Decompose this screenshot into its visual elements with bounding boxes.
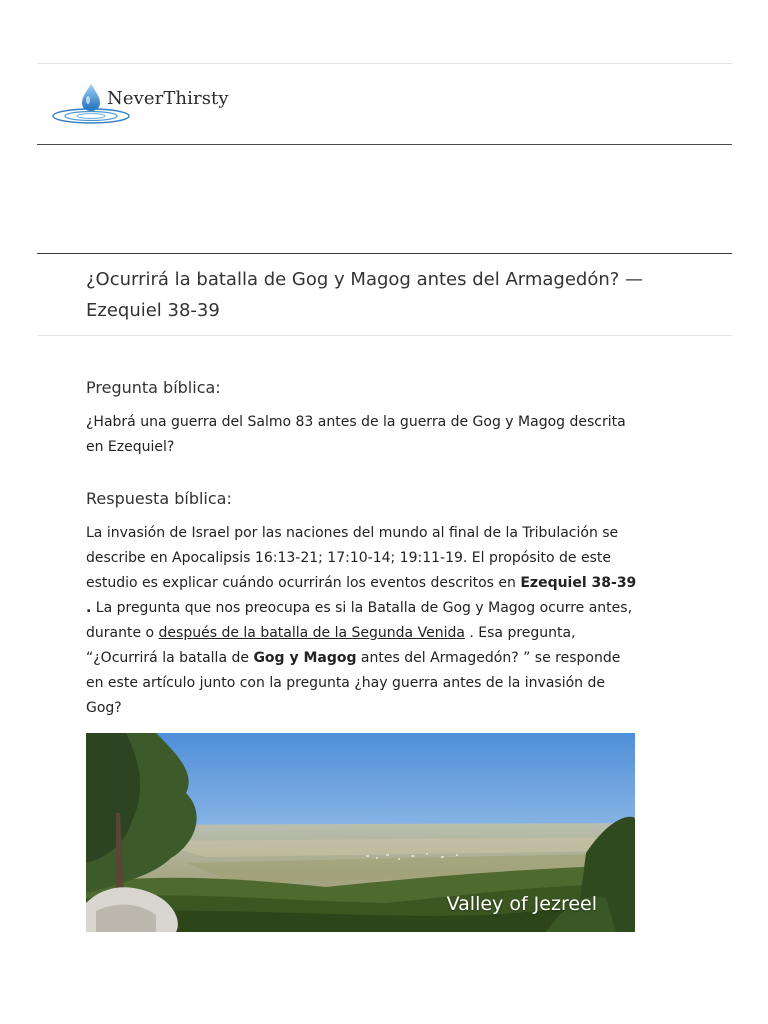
answer-text-3: . Esa pregunta, “¿Ocurrirá la batalla de — [86, 625, 576, 666]
title-bottom-divider — [37, 335, 732, 336]
answer-text-2: La pregunta que nos preocupa es si la Batalla de Gog y Magog ocurre antes, durante o — [86, 600, 633, 641]
header-divider — [37, 144, 732, 145]
second-coming-battle-link[interactable]: después de la batalla de la Segunda Venida — [158, 625, 465, 641]
page-title: ¿Ocurrirá la batalla de Gog y Magog antes del Armagedón? — Ezequiel 38-39 — [86, 269, 644, 321]
article-body — [86, 374, 640, 721]
question-heading: Pregunta bíblica: — [86, 378, 221, 397]
answer-text-1: La invasión de Israel por las naciones del mundo al final de la Tribulación se describe en Apocalipsis 16:13-21; 17:10-14; 19:11-19. El propósito de este estudio es explicar cuándo ocurrirán los eventos descritos en — [86, 525, 619, 591]
answer-bold-reference: Ezequiel 38-39 . — [86, 575, 637, 616]
top-divider — [37, 63, 732, 64]
answer-paragraph — [86, 521, 640, 721]
answer-heading: Respuesta bíblica: — [86, 489, 232, 508]
site-logo-link[interactable] — [50, 82, 250, 128]
valley-photo — [86, 733, 635, 932]
logo-text: NeverThirsty — [107, 88, 229, 109]
answer-bold-gog-magog: Gog y Magog — [253, 650, 357, 666]
title-top-divider — [37, 253, 732, 254]
image-caption: Valley of Jezreel — [446, 893, 597, 915]
answer-text-4: antes del Armagedón? ” se responde en este artículo junto con la pregunta ¿hay guerra antes de la invasión de Gog? — [86, 650, 621, 716]
question-text: ¿Habrá una guerra del Salmo 83 antes de la guerra de Gog y Magog descrita en Ezequiel? — [86, 414, 626, 455]
